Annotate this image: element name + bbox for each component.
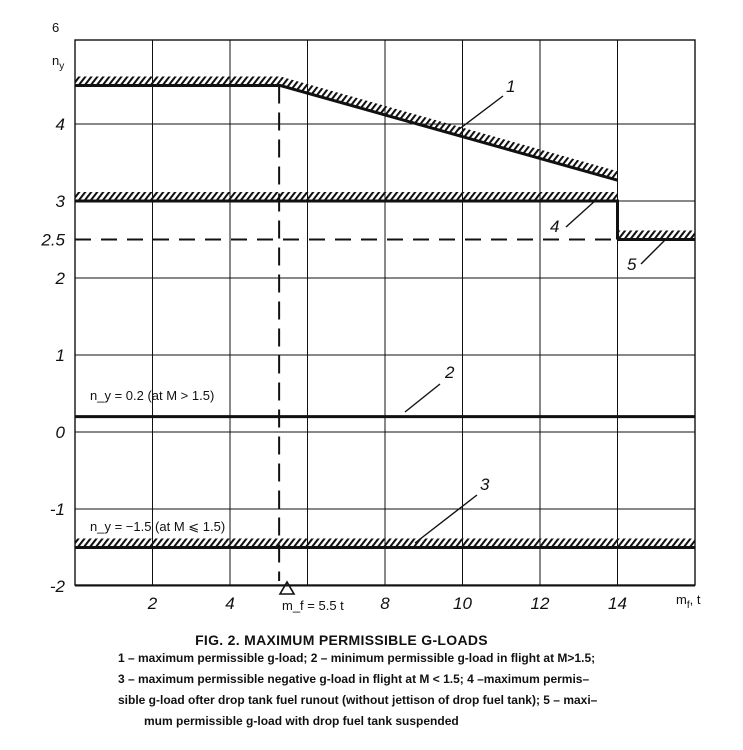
grid: [75, 40, 695, 586]
x-tick-label: 14: [608, 594, 627, 613]
x-tick-label: 2: [147, 594, 158, 613]
series-line-4: [75, 201, 618, 240]
curve-number-2: 2: [445, 363, 455, 382]
y-tick-label: 0: [55, 423, 65, 442]
leader-line-1: [458, 96, 503, 130]
y-axis-label: $n_y$: [52, 53, 65, 72]
x-tick-label: 8: [380, 594, 390, 613]
y-tick-label: 3: [55, 192, 65, 211]
figure-caption: [0, 632, 743, 732]
y-tick-label: -1: [49, 500, 65, 519]
annotation-line2: n_y = 0.2 (at M > 1.5): [90, 388, 215, 403]
caption-title: FIG. 2. MAXIMUM PERMISSIBLE G-LOADS: [195, 632, 488, 648]
x-tick-label: 10: [453, 594, 472, 613]
caption-line-2: 3 – maximum permissible negative g-load in flight at M < 1.5; 4 –maximum permis–: [118, 672, 590, 686]
leader-line-2: [405, 384, 440, 412]
leader-lines: [405, 96, 665, 543]
y-tick-label: -2: [49, 577, 65, 596]
caption-line-3: sible g-load ofter drop tank fuel runout (without jettison of drop fuel tank); 5 – maxi–: [118, 693, 598, 707]
curve-number-3: 3: [480, 475, 490, 494]
curve-number-4: 4: [550, 217, 560, 236]
tick-labels: [40, 115, 627, 613]
caption-line-4: mum permissible g-load with drop fuel tank suspended: [144, 714, 459, 728]
triangle-marker-icon: [280, 582, 294, 594]
x-tick-label: 12: [530, 594, 550, 613]
y-tick-label: 2: [55, 269, 65, 288]
y-tick-label: 2.5: [41, 230, 65, 250]
y-tick-label: 4: [55, 115, 65, 134]
reference-lines: [75, 86, 618, 582]
annotation-line3: n_y = −1.5 (at M ⩽ 1.5): [90, 519, 226, 534]
leader-line-4: [566, 200, 596, 227]
leader-line-3: [415, 495, 477, 543]
caption-line-1: 1 – maximum permissible g-load; 2 – minimum permissible g-load in flight at M>1.5;: [118, 651, 596, 665]
leader-line-5: [641, 240, 665, 264]
y-top-label: 6: [52, 20, 60, 35]
y-tick-label: 1: [55, 346, 65, 365]
curve-number-1: 1: [506, 77, 516, 96]
curve-number-5: 5: [627, 255, 637, 274]
annotation-marker: m_f = 5.5 t: [282, 598, 344, 613]
x-tick-label: 4: [225, 594, 235, 613]
x-axis-label: $m_f$, t: [676, 592, 701, 611]
